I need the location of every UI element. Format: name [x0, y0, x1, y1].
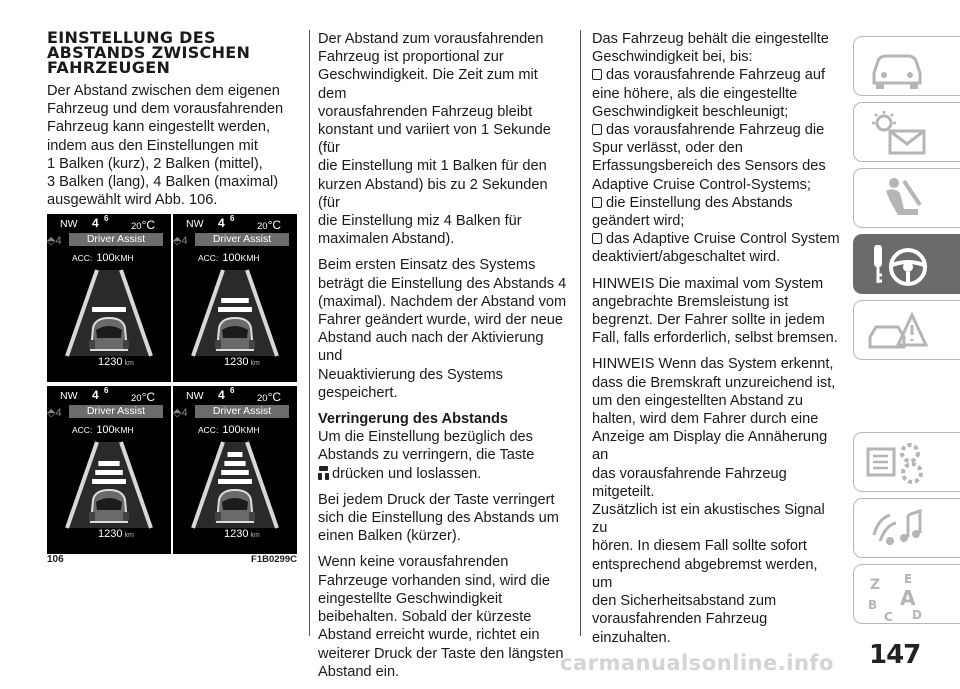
text-line: HINWEIS Wenn das System erkennt, — [592, 356, 834, 373]
paragraph-proportional — [318, 30, 570, 248]
display-panel-3-bars — [47, 386, 171, 554]
seat-safety-icon — [864, 175, 930, 223]
text-line: Abstand ein. — [318, 663, 400, 680]
outside-temperature: 20°C — [257, 218, 282, 232]
lane-assist-icon: ⬘4 — [47, 407, 62, 419]
tab-multimedia[interactable] — [853, 498, 960, 558]
compass-heading: NW — [60, 218, 78, 230]
text-line: drücken und loslassen. — [332, 465, 482, 482]
column-divider-2 — [580, 30, 581, 636]
gear-indicator: 4 — [218, 216, 225, 230]
text-line: Geschwindigkeit bei, bis: — [592, 49, 753, 66]
odometer: 1230 km — [98, 356, 134, 368]
distance-bar — [228, 452, 243, 457]
text-line: 1 Balken (kurz), 2 Balken (mittel), — [47, 155, 263, 172]
text-line: angebrachte Bremsleistung ist — [592, 293, 789, 310]
heading-line: EINSTELLUNG DES — [47, 28, 216, 47]
outside-temperature: 20°C — [257, 390, 282, 404]
display-panel-1-bars — [47, 214, 171, 382]
text-line: das Adaptive Cruise Control System — [606, 231, 840, 248]
distance-bar — [92, 479, 126, 484]
text-line: das vorausfahrende Fahrzeug auf — [606, 67, 826, 84]
column-3 — [592, 30, 840, 655]
text-line: Das Fahrzeug behält die eingestellte — [592, 31, 829, 47]
mode-label: Driver Assist — [195, 405, 289, 418]
section-heading — [47, 30, 297, 75]
intro-paragraph — [47, 82, 297, 209]
gear-recommendation: 6 — [104, 386, 109, 395]
text-line: Der Abstand zwischen dem eigenen — [47, 83, 280, 99]
text-line: Der Abstand zum vorausfahrenden — [318, 31, 544, 47]
distance-bar — [221, 470, 249, 475]
own-car-icon — [89, 318, 129, 350]
text-line: vorausfahrenden Fahrzeug bleibt — [318, 103, 533, 120]
svg-text:A: A — [900, 586, 916, 610]
text-line: hören. In diesem Fall sollte sofort — [592, 538, 807, 555]
text-line: Um die Einstellung bezüglich des — [318, 429, 533, 446]
checkbox-bullet-icon — [592, 124, 602, 135]
text-line: Fahrzeuge vorhanden sind, wird die — [318, 572, 551, 589]
status-bar — [173, 388, 297, 404]
figure-106 — [47, 214, 297, 565]
text-line: Wenn keine vorausfahrenden — [318, 554, 509, 571]
text-line: begrenzt. Der Fahrer sollte in jedem — [592, 312, 825, 329]
own-car-icon — [215, 490, 255, 522]
index-icon — [864, 571, 930, 623]
tab-starting-driving[interactable] — [853, 234, 960, 294]
mode-label: Driver Assist — [195, 233, 289, 246]
gear-recommendation: 6 — [230, 386, 235, 395]
subheading-reduce-distance: Verringerung des Abstands — [318, 411, 509, 428]
paragraph-first-use — [318, 256, 570, 402]
distance-bar — [218, 307, 252, 312]
text-line: ausgewählt wird Abb. 106. — [47, 192, 218, 209]
text-line: HINWEIS Die maximal vom System — [592, 275, 824, 292]
text-line: um den eingestellten Abstand zu — [592, 392, 803, 409]
text-line: Geschwindigkeit beschleunigt; — [592, 103, 789, 120]
compass-heading: NW — [186, 218, 204, 230]
watermark: carmanualsonline.info — [560, 651, 834, 675]
text-line: Spur verlässt, oder den — [592, 140, 743, 157]
gear-indicator: 4 — [92, 216, 99, 230]
text-line: 3 Balken (lang), 4 Balken (maximal) — [47, 174, 279, 191]
text-line: Anzeige am Display die Annäherung an — [592, 429, 828, 464]
text-line: Geschwindigkeit. Die Zeit zum mit dem — [318, 67, 538, 102]
acc-speed-readout: ACC: 100KMH — [72, 424, 134, 436]
text-line: kurzen Abstand) bis zu 2 Sekunden (für — [318, 176, 548, 211]
distance-bar — [218, 479, 252, 484]
paragraph-reduce — [318, 428, 570, 483]
outside-temperature: 20°C — [131, 390, 156, 404]
text-line: Zusätzlich ist ein akustisches Signal zu — [592, 502, 825, 537]
status-bar — [173, 216, 297, 232]
acc-speed-readout: ACC: 100KMH — [72, 252, 134, 264]
svg-text:Z: Z — [870, 577, 881, 593]
odometer: 1230 km — [224, 356, 260, 368]
text-line: Neuaktivierung des Systems — [318, 366, 503, 383]
tab-index[interactable] — [853, 564, 960, 624]
mode-label: Driver Assist — [69, 233, 163, 246]
figure-code: F1B0299C — [251, 554, 297, 565]
paragraph-maintain-speed — [592, 30, 840, 267]
breakdown-icon — [864, 307, 930, 355]
text-line: konstant und variiert von 1 Sekunde (für — [318, 122, 551, 157]
heading-line: ABSTANDS ZWISCHEN — [47, 43, 251, 62]
text-line: vorausfahrenden Fahrzeug einzuhalten. — [592, 611, 768, 646]
checkbox-bullet-icon — [592, 233, 602, 244]
text-line: den Sicherheitsabstand zum — [592, 593, 777, 610]
text-line: halten, wird dem Fahrer durch eine — [592, 411, 819, 428]
heading-line: FAHRZEUGEN — [47, 58, 171, 77]
column-2 — [318, 30, 570, 689]
text-line: die Einstellung miz 4 Balken für — [318, 213, 522, 230]
text-line: Adaptive Cruise Control-Systems; — [592, 176, 811, 193]
note-insufficient-braking — [592, 355, 840, 646]
figure-number: 106 — [47, 554, 64, 565]
text-line: entsprechend abgebremst werden, um — [592, 556, 818, 591]
svg-text:D: D — [912, 608, 922, 622]
text-line: Fahrzeug kann eingestellt werden, — [47, 119, 271, 136]
text-line: dass die Bremskraft unzureichend ist, — [592, 374, 836, 391]
dashboard-lights-icon — [864, 109, 930, 157]
note-brake-limit — [592, 275, 840, 348]
display-panel-2-bars — [173, 214, 297, 382]
text-line: Fahrer geändert wurde, wird der neue — [318, 312, 563, 329]
key-steering-wheel-icon — [864, 241, 930, 289]
status-bar — [47, 216, 171, 232]
text-line: eingestellte Geschwindigkeit — [318, 590, 503, 607]
own-car-icon — [89, 490, 129, 522]
distance-bar — [92, 307, 126, 312]
text-line: maximalen Abstand). — [318, 231, 455, 248]
gear-recommendation: 6 — [230, 214, 235, 223]
gear-indicator: 4 — [92, 388, 99, 402]
text-line: sich die Einstellung des Abstands um — [318, 510, 559, 527]
svg-text:C: C — [884, 610, 893, 623]
column-divider-1 — [309, 30, 310, 636]
text-line: eine höhere, als die eingestellte — [592, 85, 798, 102]
text-line: Abstand erreicht wurde, richtet ein — [318, 627, 540, 644]
tab-dashboard-lights[interactable] — [853, 102, 960, 162]
tab-seat-safety[interactable] — [853, 168, 960, 228]
text-line: Bei jedem Druck der Taste verringert — [318, 491, 555, 508]
acc-speed-readout: ACC: 100KMH — [198, 252, 260, 264]
tab-maintenance[interactable] — [853, 432, 960, 492]
text-line: Fahrzeug und dem vorausfahrenden — [47, 101, 284, 118]
text-line: indem aus den Einstellungen mit — [47, 137, 258, 154]
text-line: deaktiviert/abgeschaltet wird. — [592, 249, 781, 266]
car-icon — [864, 43, 930, 91]
display-panel-4-bars — [173, 386, 297, 554]
text-line: das vorausfahrende Fahrzeug mitgeteilt. — [592, 465, 787, 500]
text-line: Fahrzeug ist proportional zur — [318, 49, 504, 66]
outside-temperature: 20°C — [131, 218, 156, 232]
odometer: 1230 km — [98, 528, 134, 540]
distance-bar — [98, 461, 119, 466]
compass-heading: NW — [60, 390, 78, 402]
text-line: Fall, falls erforderlich, selbst bremsen. — [592, 330, 838, 347]
multimedia-icon — [864, 505, 930, 553]
text-line: beträgt die Einstellung des Abstands 4 — [318, 275, 567, 292]
text-line: die Einstellung mit 1 Balken für den — [318, 158, 547, 175]
acc-speed-readout: ACC: 100KMH — [198, 424, 260, 436]
gear-indicator: 4 — [218, 388, 225, 402]
paragraph-no-vehicles — [318, 553, 570, 680]
tab-breakdown[interactable] — [853, 300, 960, 360]
lane-assist-icon: ⬘4 — [173, 407, 188, 419]
svg-text:E: E — [904, 572, 913, 586]
text-line: die Einstellung des Abstands — [606, 194, 793, 211]
svg-text:B: B — [868, 598, 878, 612]
text-line: das vorausfahrende Fahrzeug die — [606, 122, 825, 139]
page-number: 147 — [869, 640, 921, 670]
mode-label: Driver Assist — [69, 405, 163, 418]
text-line: Abstands zu verringern, die Taste — [318, 447, 535, 464]
text-line: weiterer Druck der Taste den längsten — [318, 645, 564, 662]
own-car-icon — [215, 318, 255, 350]
distance-bar — [95, 470, 123, 475]
lane-assist-icon: ⬘4 — [173, 235, 188, 247]
distance-bar — [224, 461, 245, 466]
odometer: 1230 km — [224, 528, 260, 540]
text-line: Beim ersten Einsatz des Systems — [318, 257, 536, 274]
paragraph-press — [318, 491, 570, 546]
lane-assist-icon: ⬘4 — [47, 235, 62, 247]
text-line: Abstand auch nach der Aktivierung und — [318, 330, 544, 365]
text-line: beibehalten. Sobald der kürzeste — [318, 609, 532, 626]
compass-heading: NW — [186, 390, 204, 402]
text-line: gespeichert. — [318, 384, 398, 401]
maintenance-icon — [864, 439, 930, 487]
text-line: (maximal). Nachdem der Abstand vom — [318, 293, 567, 310]
tab-car[interactable] — [853, 36, 960, 96]
status-bar — [47, 388, 171, 404]
checkbox-bullet-icon — [592, 197, 602, 208]
column-1 — [47, 30, 297, 217]
text-line: Erfassungsbereich des Sensors des — [592, 158, 826, 175]
text-line: einen Balken (kürzer). — [318, 528, 461, 545]
checkbox-bullet-icon — [592, 69, 602, 80]
distance-bar — [221, 298, 249, 303]
distance-button-icon — [318, 466, 329, 480]
gear-recommendation: 6 — [104, 214, 109, 223]
text-line: geändert wird; — [592, 213, 685, 230]
